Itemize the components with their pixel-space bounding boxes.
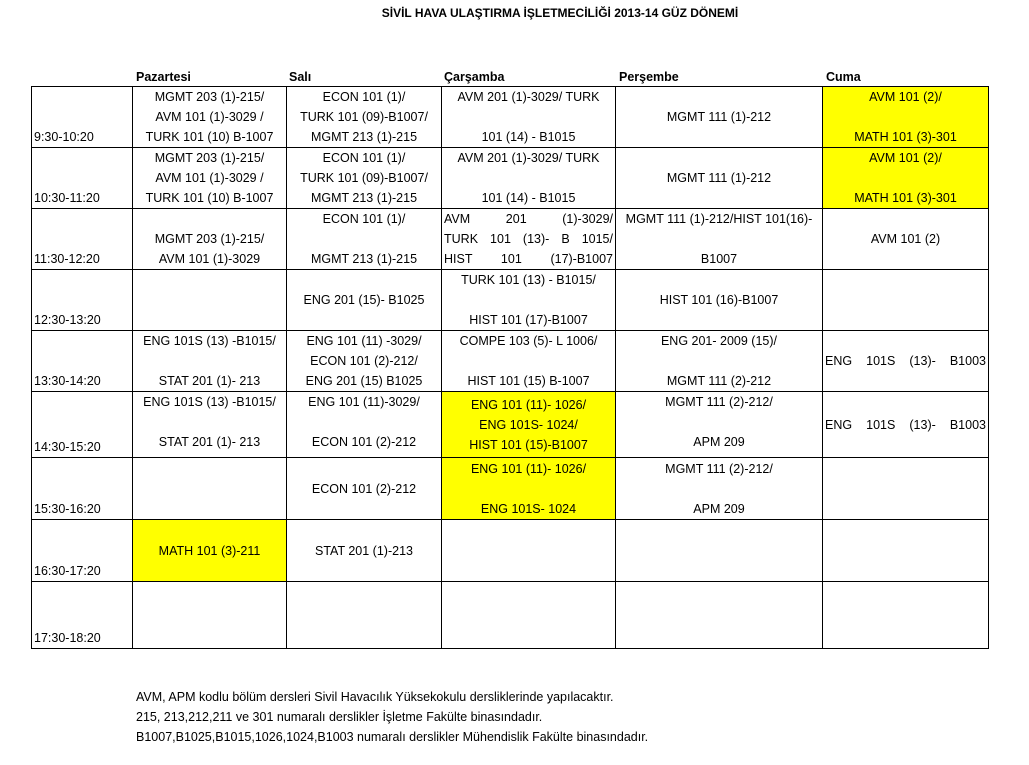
- class-cell-monday: [133, 331, 287, 392]
- class-cell-thursday: [616, 331, 823, 392]
- class-cell-tuesday: [287, 331, 442, 392]
- class-cell-monday: [133, 270, 287, 331]
- class-line: ENG 201 (15) B1025: [305, 374, 423, 388]
- class-line: TURK 101 (09)-B1007/: [300, 110, 428, 124]
- class-cell-monday: [133, 87, 287, 148]
- time-slot: 15:30-16:20: [32, 458, 133, 520]
- class-cell-wednesday: [442, 331, 616, 392]
- class-line: [825, 107, 986, 127]
- class-line: ENG 101S- 1024/: [479, 417, 578, 432]
- class-cell-tuesday: [287, 582, 442, 649]
- class-line: ENG 101S (13)- B1003: [825, 417, 986, 432]
- time-slot: 14:30-15:20: [32, 392, 133, 458]
- class-line: ECON 101 (1)/: [322, 212, 406, 226]
- class-line: ENG 101S- 1024: [480, 501, 577, 516]
- class-cell-thursday: [616, 520, 823, 582]
- class-line: [444, 107, 613, 127]
- class-line: HIST 101 (15)-B1007: [469, 437, 588, 452]
- class-line: MGMT 213 (1)-215: [310, 252, 418, 266]
- class-line: MGMT 203 (1)-215/: [154, 232, 265, 246]
- class-line: AVM 101 (1)-3029: [158, 252, 261, 266]
- class-line: [135, 209, 284, 229]
- class-line: [618, 541, 820, 561]
- class-line: [825, 290, 986, 310]
- class-cell-monday: [133, 582, 287, 649]
- class-cell-friday: [823, 87, 989, 148]
- class-line: [289, 412, 439, 432]
- class-line: MATH 101 (3)-301: [854, 191, 957, 205]
- class-cell-thursday: [616, 148, 823, 209]
- schedule-row: [32, 209, 989, 270]
- class-line: [135, 412, 284, 432]
- time-slot: 12:30-13:20: [32, 270, 133, 331]
- class-line: [618, 412, 820, 432]
- page-title: SİVİL HAVA ULAŞTIRMA İŞLETMECİLİĞİ 2013-14 GÜZ DÖNEMİ: [381, 6, 739, 20]
- class-cell-friday: [823, 582, 989, 649]
- time-slot: 13:30-14:20: [32, 331, 133, 392]
- class-cell-wednesday: [442, 458, 616, 520]
- class-line: [825, 168, 986, 188]
- class-line: TURK 101 (09)-B1007/: [300, 171, 428, 185]
- class-line: MGMT 111 (1)-212: [666, 110, 772, 124]
- class-line: ECON 101 (1)/: [322, 151, 406, 165]
- class-line: 101 (14) - B1015: [481, 130, 576, 144]
- class-cell-tuesday: [287, 87, 442, 148]
- class-line: [444, 168, 613, 188]
- class-cell-thursday: [616, 582, 823, 649]
- class-cell-tuesday: [287, 209, 442, 270]
- schedule-row: [32, 148, 989, 209]
- time-slot: 16:30-17:20: [32, 520, 133, 582]
- class-line: [444, 290, 613, 310]
- schedule-row: [32, 582, 989, 649]
- class-cell-monday: [133, 209, 287, 270]
- schedule-row: [32, 87, 989, 148]
- note-line: B1007,B1025,B1015,1026,1024,B1003 numaralı derslikler Mühendislik Fakülte binasındadır.: [136, 730, 649, 744]
- time-slot: 17:30-18:20: [32, 582, 133, 649]
- class-line: MGMT 111 (2)-212/: [665, 461, 773, 476]
- class-line: AVM 101 (2): [870, 232, 941, 246]
- class-line: HIST 101 (15) B-1007: [467, 374, 590, 388]
- schedule-row: [32, 331, 989, 392]
- class-cell-wednesday: [442, 270, 616, 331]
- class-line: MATH 101 (3)-211: [158, 543, 261, 558]
- class-cell-friday: [823, 458, 989, 520]
- class-line: B1007: [700, 252, 738, 266]
- class-line: STAT 201 (1)-213: [315, 543, 413, 558]
- class-cell-wednesday: [442, 582, 616, 649]
- class-cell-thursday: [616, 209, 823, 270]
- class-line: AVM 201 (1)-3029/ TURK: [457, 90, 600, 104]
- class-cell-friday: [823, 270, 989, 331]
- class-line: ENG 101 (11)- 1026/: [470, 397, 587, 412]
- class-line: ENG 201 (15)- B1025: [303, 293, 425, 307]
- class-line: [289, 229, 439, 249]
- class-cell-friday: [823, 209, 989, 270]
- class-cell-tuesday: [287, 520, 442, 582]
- class-line: ECON 101 (1)/: [322, 90, 406, 104]
- class-line: AVM 201 (1)-3029/ TURK: [457, 151, 600, 165]
- class-line: AVM 101 (2)/: [869, 90, 942, 104]
- time-slot: 10:30-11:20: [32, 148, 133, 209]
- note-line: 215, 213,212,211 ve 301 numaralı derslikler İşletme Fakülte binasındadır.: [136, 710, 543, 724]
- class-cell-wednesday: [442, 87, 616, 148]
- class-cell-wednesday: [442, 392, 616, 458]
- class-cell-monday: [133, 458, 287, 520]
- class-line: TURK 101 (10) B-1007: [145, 191, 274, 205]
- class-line: [135, 479, 284, 499]
- day-header-wednesday: Çarşamba: [444, 70, 505, 84]
- class-line: ECON 101 (2)-212: [311, 435, 417, 449]
- class-cell-wednesday: [442, 520, 616, 582]
- class-cell-friday: [823, 520, 989, 582]
- day-header-tuesday: Salı: [289, 70, 312, 84]
- class-line: AVM 201 (1)-3029/: [444, 212, 613, 226]
- notes: [136, 687, 648, 747]
- class-cell-wednesday: [442, 148, 616, 209]
- class-line: [618, 479, 820, 499]
- class-cell-tuesday: [287, 270, 442, 331]
- class-cell-monday: [133, 520, 287, 582]
- class-line: APM 209: [693, 435, 745, 449]
- day-header-thursday: Perşembe: [619, 70, 679, 84]
- class-line: MGMT 213 (1)-215: [310, 191, 418, 205]
- day-header-monday: Pazartesi: [136, 70, 191, 84]
- class-line: MGMT 111 (2)-212/: [665, 395, 773, 409]
- schedule-table: [31, 86, 989, 649]
- class-line: AVM 101 (1)-3029 /: [155, 171, 264, 185]
- class-cell-thursday: [616, 392, 823, 458]
- class-line: MATH 101 (3)-301: [854, 130, 957, 144]
- class-line: [618, 351, 820, 371]
- class-line: ECON 101 (2)-212/: [310, 354, 418, 368]
- class-line: MGMT 203 (1)-215/: [154, 151, 265, 165]
- schedule-row: [32, 458, 989, 520]
- class-cell-friday: [823, 148, 989, 209]
- class-line: AVM 101 (1)-3029 /: [155, 110, 264, 124]
- class-cell-tuesday: [287, 392, 442, 458]
- class-line: [444, 605, 613, 625]
- class-cell-thursday: [616, 87, 823, 148]
- class-cell-monday: [133, 392, 287, 458]
- class-line: MGMT 203 (1)-215/: [154, 90, 265, 104]
- class-line: HIST 101 (17)-B1007: [444, 252, 613, 266]
- class-line: TURK 101 (13)- B 1015/: [444, 232, 613, 246]
- class-cell-friday: [823, 392, 989, 458]
- class-line: HIST 101 (17)-B1007: [469, 313, 588, 327]
- class-cell-thursday: [616, 458, 823, 520]
- class-line: ENG 201- 2009 (15)/: [660, 334, 778, 348]
- class-cell-friday: [823, 331, 989, 392]
- class-line: ENG 101 (11)-3029/: [308, 395, 420, 409]
- class-line: ECON 101 (2)-212: [311, 481, 417, 496]
- class-cell-tuesday: [287, 458, 442, 520]
- class-line: ENG 101S (13) -B1015/: [143, 334, 276, 348]
- class-line: [135, 290, 284, 310]
- class-line: [825, 605, 986, 625]
- class-line: [618, 229, 820, 249]
- class-line: MGMT 111 (1)-212: [666, 171, 772, 185]
- schedule-row: [32, 392, 989, 458]
- class-line: MGMT 213 (1)-215: [310, 130, 418, 144]
- class-line: [444, 351, 613, 371]
- class-cell-wednesday: [442, 209, 616, 270]
- class-line: STAT 201 (1)- 213: [158, 435, 261, 449]
- time-slot: 11:30-12:20: [32, 209, 133, 270]
- class-line: ENG 101S (13) -B1015/: [143, 395, 276, 409]
- class-line: [825, 541, 986, 561]
- class-line: HIST 101 (16)-B1007: [659, 293, 779, 307]
- class-line: [289, 605, 439, 625]
- class-line: COMPE 103 (5)- L 1006/: [459, 334, 598, 348]
- class-line: MGMT 111 (1)-212/HIST 101(16)-: [625, 212, 813, 226]
- schedule-row: [32, 520, 989, 582]
- class-line: [135, 351, 284, 371]
- class-line: ENG 101 (11) -3029/: [306, 334, 422, 348]
- class-cell-tuesday: [287, 148, 442, 209]
- class-line: ENG 101S (13)- B1003: [825, 354, 986, 368]
- class-cell-thursday: [616, 270, 823, 331]
- class-line: 101 (14) - B1015: [481, 191, 576, 205]
- class-line: TURK 101 (13) - B1015/: [461, 273, 596, 287]
- class-cell-monday: [133, 148, 287, 209]
- class-line: [135, 605, 284, 625]
- note-line: AVM, APM kodlu bölüm dersleri Sivil Havacılık Yüksekokulu dersliklerinde yapılacaktır.: [136, 690, 614, 704]
- class-line: [618, 605, 820, 625]
- class-line: ENG 101 (11)- 1026/: [470, 461, 587, 476]
- class-line: STAT 201 (1)- 213: [158, 374, 261, 388]
- time-slot: 9:30-10:20: [32, 87, 133, 148]
- class-line: APM 209: [693, 501, 745, 516]
- class-line: AVM 101 (2)/: [869, 151, 942, 165]
- schedule-row: [32, 270, 989, 331]
- class-line: TURK 101 (10) B-1007: [145, 130, 274, 144]
- class-line: [444, 479, 613, 499]
- class-line: [444, 541, 613, 561]
- day-header-friday: Cuma: [826, 70, 861, 84]
- class-line: [825, 479, 986, 499]
- class-line: MGMT 111 (2)-212: [666, 374, 772, 388]
